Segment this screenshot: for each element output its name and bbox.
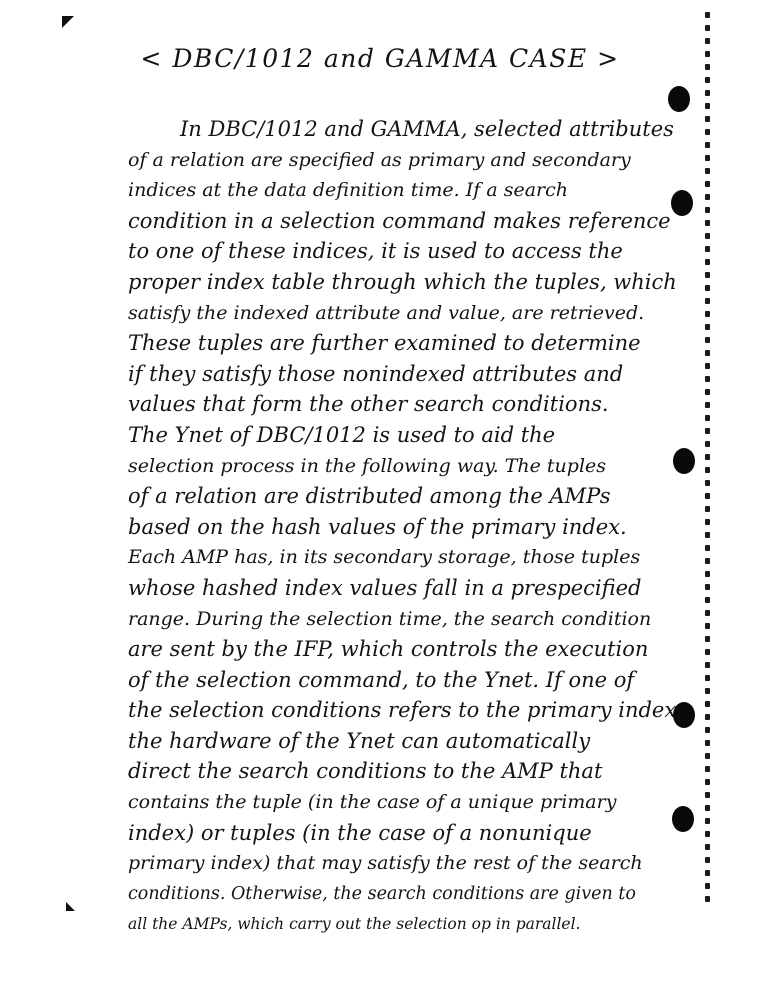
text-line: whose hashed index values fall in a prespecified	[128, 575, 642, 600]
text-line: to one of these indices, it is used to access the	[128, 239, 623, 264]
page-title: < DBC/1012 and GAMMA CASE >	[140, 44, 620, 73]
text-line: the hardware of the Ynet can automatically	[128, 728, 591, 753]
corner-mark-bottom-left	[66, 902, 75, 911]
text-line: condition in a selection command makes reference	[128, 208, 671, 233]
text-line: Each AMP has, in its secondary storage, those tuples	[128, 546, 641, 569]
text-line: range. During the selection time, the search condition	[128, 607, 652, 630]
text-line: all the AMPs, which carry out the selection op in parallel.	[128, 915, 581, 934]
text-line: of the selection command, to the Ynet. If one of	[128, 667, 635, 692]
perforation-mark	[705, 77, 710, 83]
text-line: are sent by the IFP, which controls the execution	[128, 637, 649, 662]
perforation-mark	[705, 25, 710, 31]
text-line: proper index table through which the tuples, which	[128, 269, 677, 294]
text-line: direct the search conditions to the AMP that	[128, 759, 603, 784]
text-line: index) or tuples (in the case of a nonunique	[128, 820, 592, 845]
perforation-mark	[705, 12, 710, 18]
text-line: The Ynet of DBC/1012 is used to aid the	[128, 422, 556, 447]
text-line: These tuples are further examined to determine	[128, 331, 641, 356]
perforation-mark	[705, 103, 710, 109]
text-line: of a relation are distributed among the AMPs	[128, 484, 611, 509]
text-line: primary index) that may satisfy the rest of the search	[128, 852, 643, 875]
text-line: contains the tuple (in the case of a unique primary	[128, 791, 617, 814]
text-line: if they satisfy those nonindexed attributes and	[128, 361, 624, 386]
binder-hole	[668, 86, 690, 112]
text-line: of a relation are specified as primary and secondary	[128, 148, 631, 171]
text-line: selection process in the following way. The tuples	[128, 454, 607, 477]
text-line: conditions. Otherwise, the search conditions are given to	[128, 883, 636, 904]
perforation-mark	[705, 90, 710, 96]
handwritten-text	[128, 114, 722, 940]
corner-mark-top-left	[62, 16, 74, 28]
text-line: In DBC/1012 and GAMMA, selected attributes	[180, 117, 674, 141]
text-line: based on the hash values of the primary index.	[128, 514, 627, 539]
text-line: indices at the data definition time. If a search	[128, 179, 568, 202]
text-line: values that form the other search conditions.	[128, 392, 609, 417]
text-line: satisfy the indexed attribute and value, are retrieved.	[128, 301, 645, 324]
text-line: the selection conditions refers to the primary index,	[128, 698, 683, 723]
